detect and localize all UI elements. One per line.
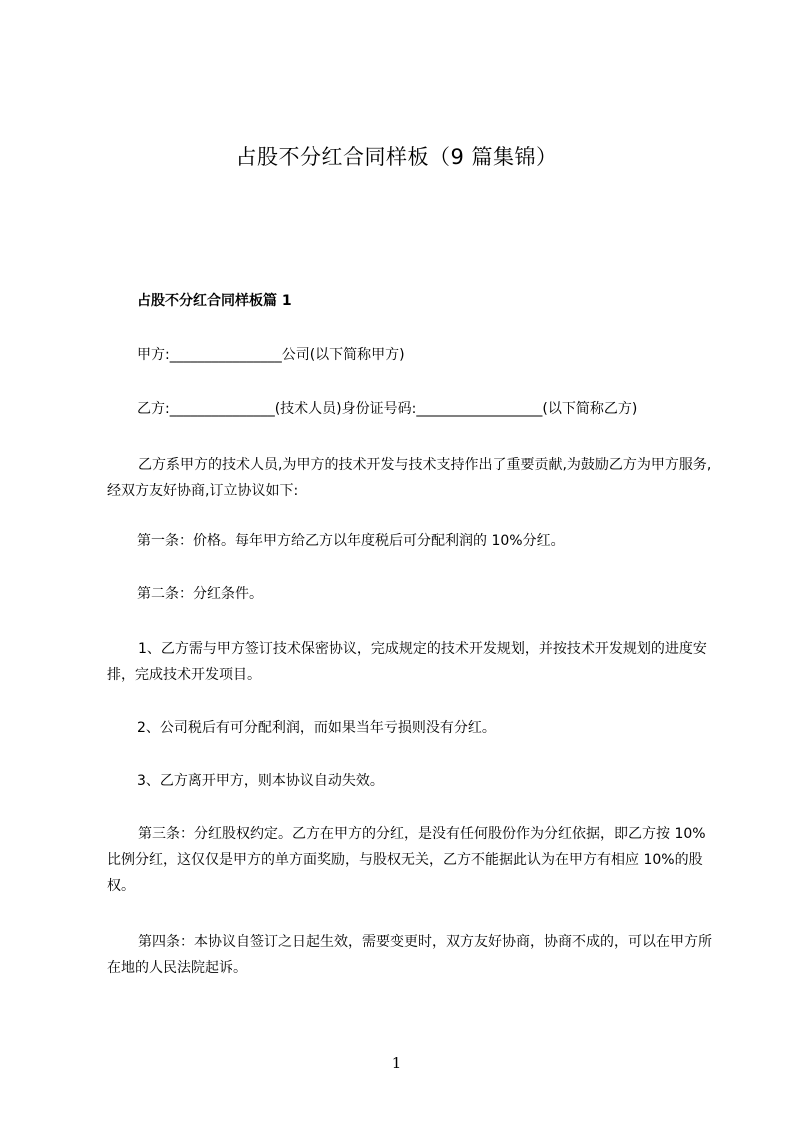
- item-2: 2、公司税后有可分配利润，而如果当年亏损则没有分红。: [137, 720, 496, 736]
- article-1: 第一条：价格。每年甲方给乙方以年度税后可分配利润的 10%分红。: [137, 533, 565, 549]
- party-a-line: 甲方:________________公司(以下简称甲方): [137, 347, 405, 363]
- party-b-line: 乙方:_______________(技术人员)身份证号码:__________________(以下简称乙方): [137, 401, 638, 417]
- article-3-text: 第三条：分红股权约定。乙方在甲方的分红，是没有任何股份作为分红依据，即乙方按 10%比例分红，这仅仅是甲方的单方面奖励，与股权无关，乙方不能据此认为在甲方有相应 10%的股权。: [107, 826, 706, 894]
- item-1-text: 1、乙方需与甲方签订技术保密协议，完成规定的技术开发规划，并按技术开发规划的进度安排，完成技术开发项目。: [107, 641, 707, 683]
- section-heading: 占股不分红合同样板篇 1: [137, 293, 292, 309]
- document-title: 占股不分红合同样板（9 篇集锦）: [235, 145, 558, 169]
- article-3-paragraph: [107, 821, 717, 899]
- item-1-paragraph: [107, 636, 717, 688]
- article-4-text: 第四条：本协议自签订之日起生效，需要变更时，双方友好协商，协商不成的，可以在甲方所在地的人民法院起诉。: [107, 934, 712, 976]
- intro-text: 乙方系甲方的技术人员,为甲方的技术开发与技术支持作出了重要贡献,为鼓励乙方为甲方服务,经双方友好协商,订立协议如下:: [107, 457, 712, 499]
- article-2: 第二条：分红条件。: [137, 586, 263, 602]
- article-4-paragraph: [107, 929, 717, 981]
- item-3: 3、乙方离开甲方，则本协议自动失效。: [137, 773, 384, 789]
- intro-paragraph: [107, 452, 717, 504]
- page-number: 1: [391, 1054, 402, 1072]
